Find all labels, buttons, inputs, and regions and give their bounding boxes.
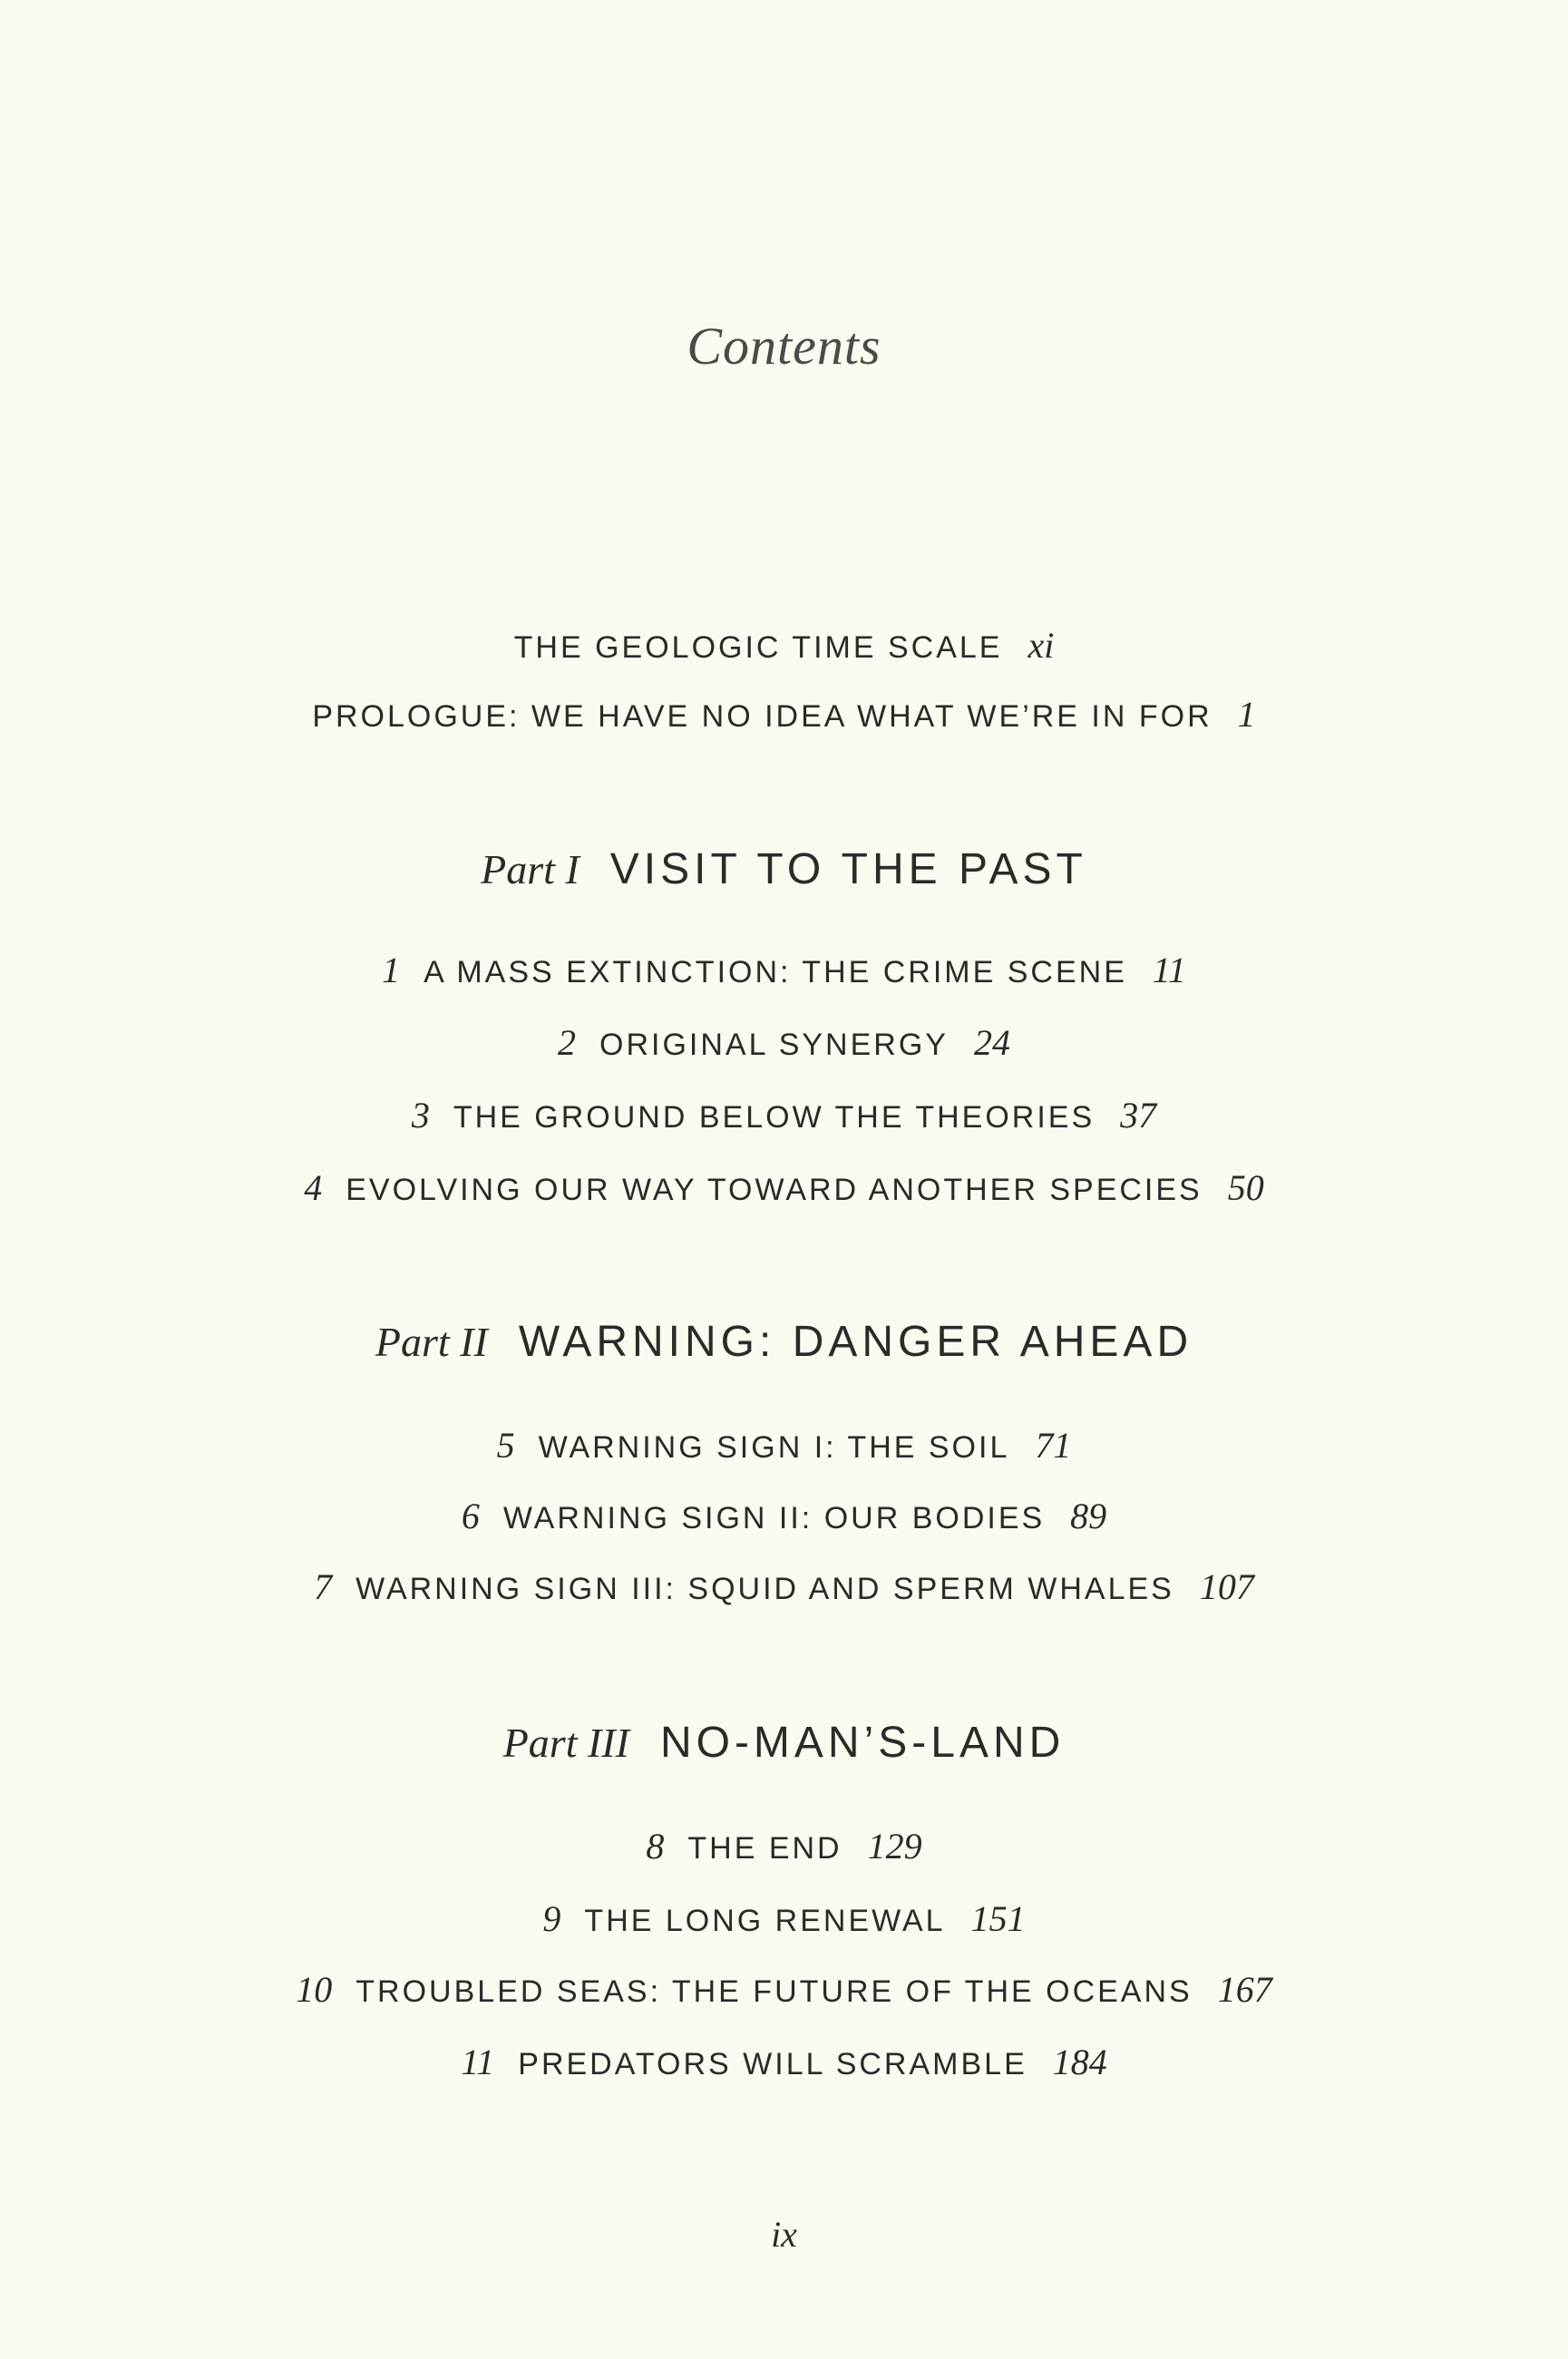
chapter-number: 1 [382, 950, 401, 990]
toc-entry-chapter[interactable] [0, 1498, 1568, 1535]
entry-title: PROLOGUE: WE HAVE NO IDEA WHAT WE’RE IN FOR [312, 699, 1213, 734]
entry-title: THE GEOLOGIC TIME SCALE [513, 630, 1003, 665]
toc-entry-chapter[interactable] [0, 1167, 1568, 1208]
chapter-number: 10 [296, 1969, 333, 2010]
chapter-title: EVOLVING OUR WAY TOWARD ANOTHER SPECIES [346, 1173, 1203, 1207]
toc-entry-chapter[interactable] [0, 1969, 1568, 2010]
chapter-title: WARNING SIGN III: SQUID AND SPERM WHALES [355, 1572, 1174, 1606]
chapter-number: 6 [461, 1496, 480, 1536]
page-number: 37 [1120, 1095, 1157, 1136]
toc-entry-chapter[interactable] [0, 2044, 1568, 2081]
chapter-title: TROUBLED SEAS: THE FUTURE OF THE OCEANS [355, 1974, 1193, 2009]
chapter-number: 2 [558, 1022, 577, 1063]
part-title: NO-MAN’S-LAND [659, 1719, 1066, 1767]
toc-entry-prologue[interactable] [0, 694, 1568, 735]
page-title: Contents [687, 317, 881, 375]
page-number: 89 [1070, 1496, 1107, 1536]
page-number: 129 [867, 1826, 922, 1867]
toc-entry-chapter[interactable] [0, 952, 1568, 989]
page-number: 71 [1035, 1425, 1072, 1466]
chapter-title: WARNING SIGN II: OUR BODIES [502, 1501, 1046, 1535]
part-title: WARNING: DANGER AHEAD [518, 1318, 1193, 1366]
chapter-title: WARNING SIGN I: THE SOIL [538, 1430, 1010, 1465]
part-heading-3[interactable] [0, 1721, 1568, 1765]
part-heading-2[interactable] [0, 1318, 1568, 1366]
chapter-title: THE GROUND BELOW THE THEORIES [453, 1100, 1096, 1135]
toc-entry-chapter[interactable] [0, 1566, 1568, 1607]
page-number: 11 [1152, 950, 1186, 990]
chapter-title: ORIGINAL SYNERGY [599, 1028, 949, 1062]
part-label: Part I [481, 846, 579, 892]
chapter-number: 5 [496, 1425, 515, 1466]
chapter-number: 8 [646, 1826, 665, 1867]
toc-entry-chapter[interactable] [0, 1022, 1568, 1063]
page-number: xi [1027, 625, 1055, 666]
chapter-number: 7 [314, 1566, 333, 1607]
page-number: 24 [973, 1022, 1010, 1063]
part-heading-1[interactable] [0, 845, 1568, 893]
part-label: Part II [375, 1319, 488, 1365]
page-number: 50 [1227, 1167, 1264, 1208]
chapter-title: THE LONG RENEWAL [584, 1904, 946, 1938]
chapter-title: THE END [687, 1831, 842, 1866]
chapter-number: 9 [542, 1898, 561, 1939]
page-number: 184 [1052, 2042, 1107, 2082]
toc-entry-time-scale[interactable] [0, 625, 1568, 666]
page-number: 1 [1237, 694, 1256, 735]
part-title: VISIT TO THE PAST [609, 845, 1087, 893]
page-number: 151 [970, 1898, 1026, 1939]
toc-entry-chapter[interactable] [0, 1425, 1568, 1466]
chapter-number: 3 [411, 1095, 430, 1136]
toc-entry-chapter[interactable] [0, 1898, 1568, 1939]
toc-entry-chapter[interactable] [0, 1828, 1568, 1865]
chapter-number: 4 [304, 1167, 323, 1208]
chapter-title: A MASS EXTINCTION: THE CRIME SCENE [424, 955, 1127, 989]
part-label: Part III [502, 1720, 629, 1766]
page-folio: ix [771, 2214, 797, 2255]
page-number: 167 [1217, 1969, 1272, 2010]
chapter-number: 11 [461, 2042, 495, 2082]
chapter-title: PREDATORS WILL SCRAMBLE [518, 2047, 1027, 2081]
toc-entry-chapter[interactable] [0, 1097, 1568, 1134]
page-number: 107 [1199, 1566, 1254, 1607]
